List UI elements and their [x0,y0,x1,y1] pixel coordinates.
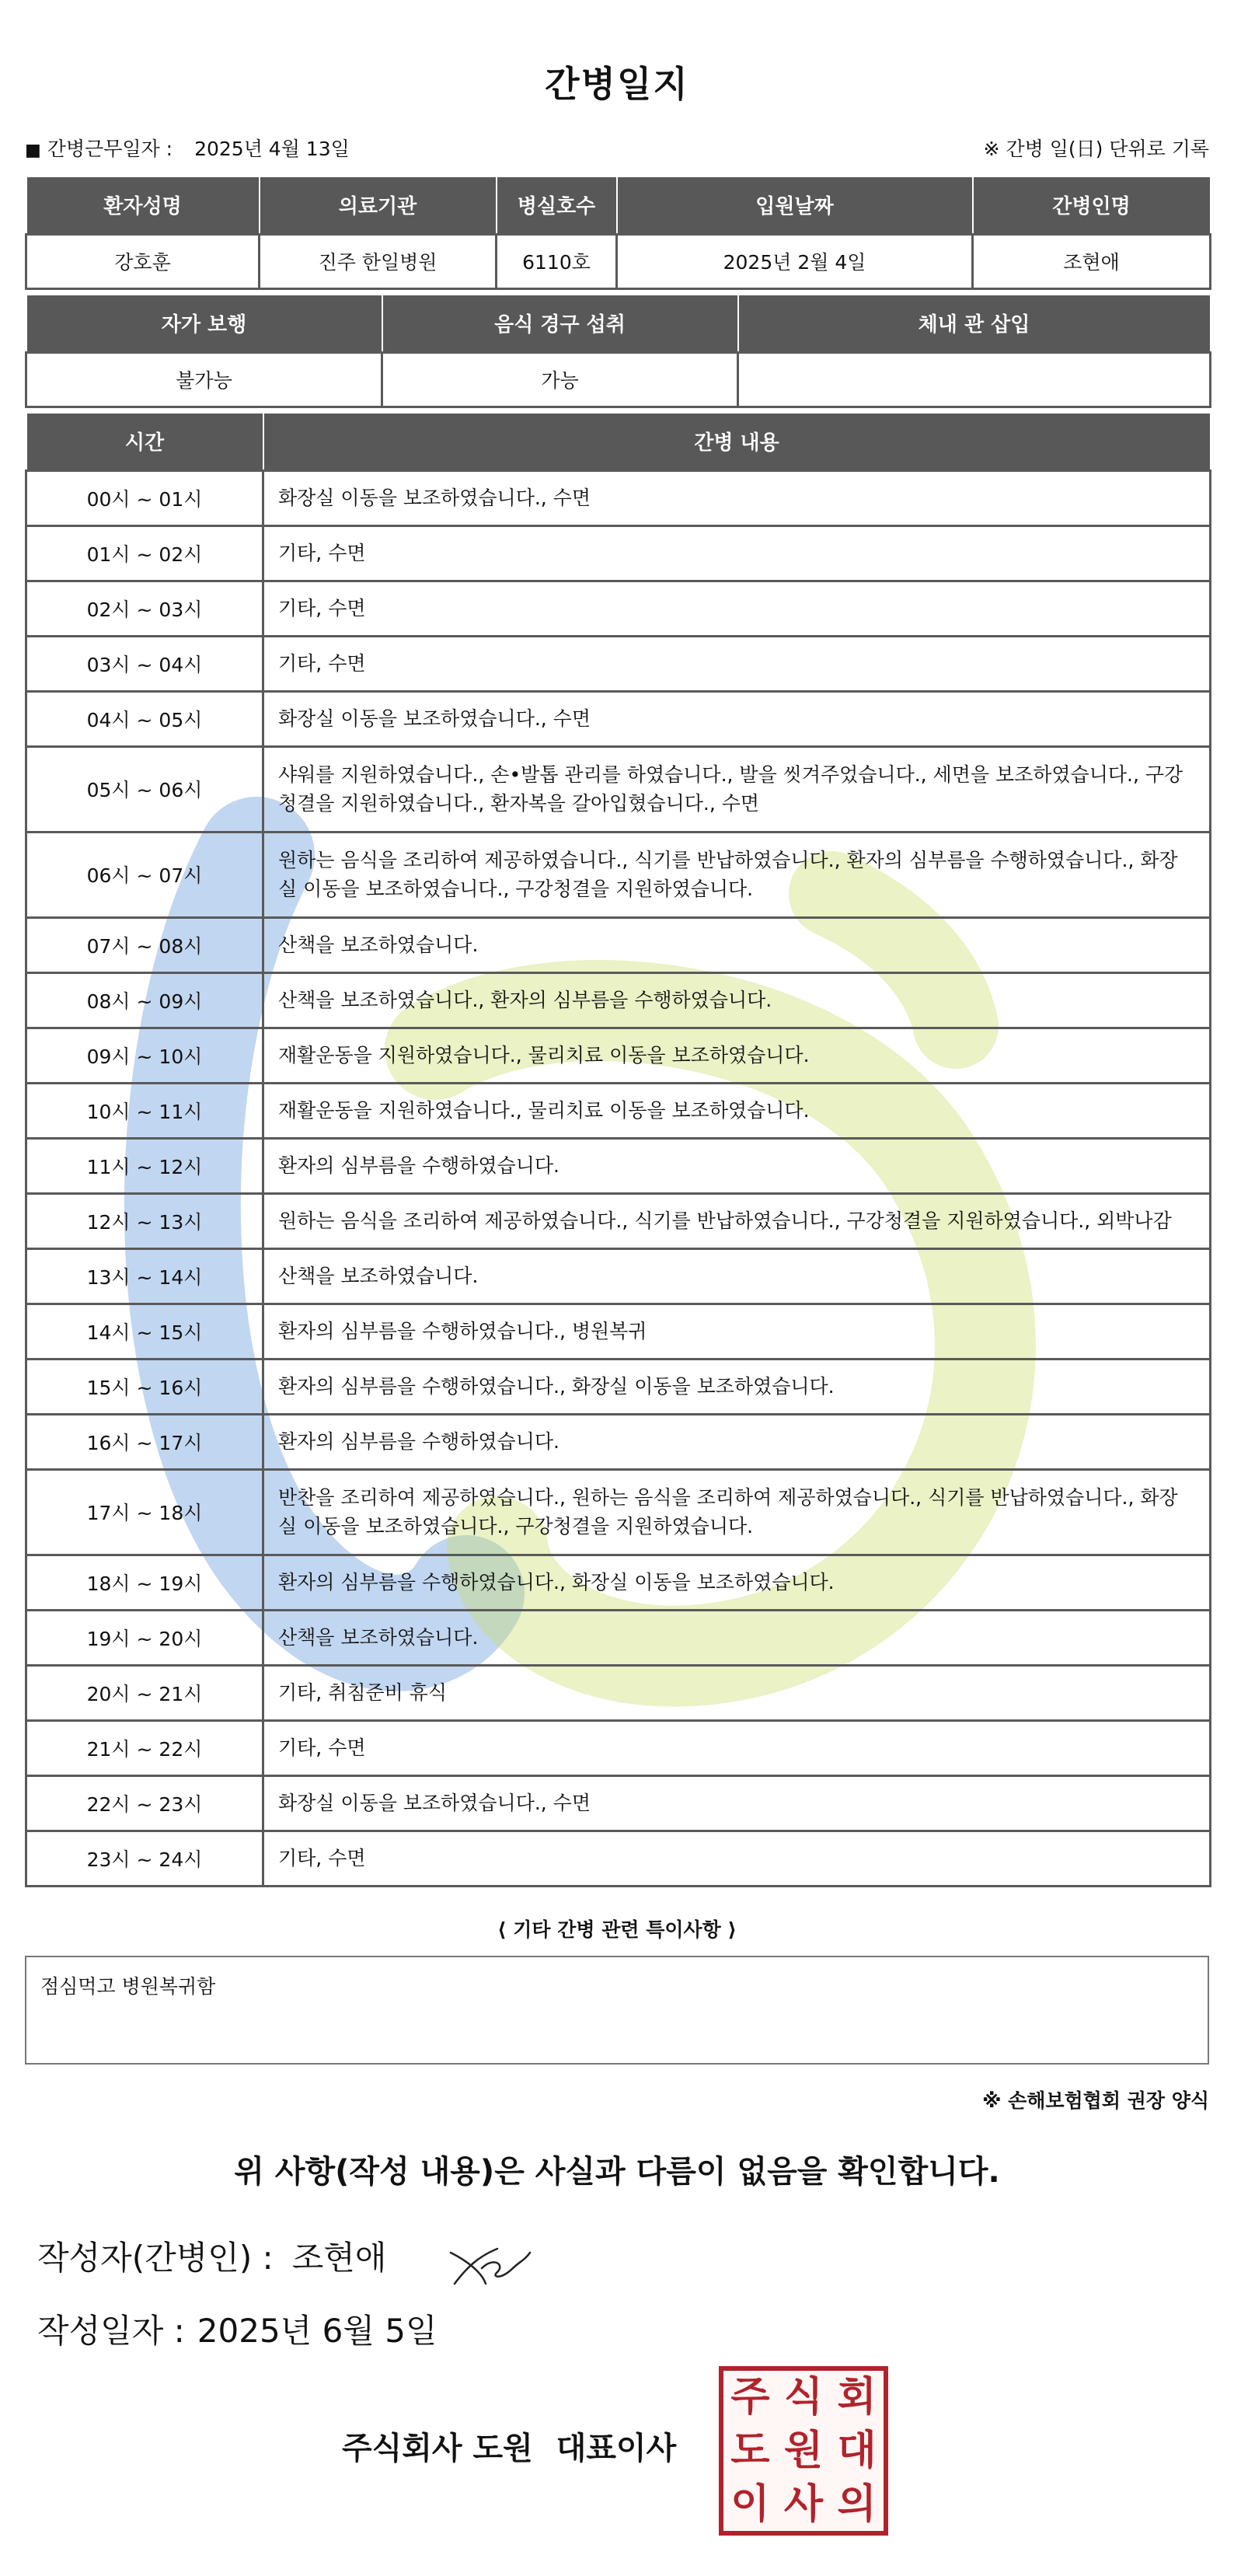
table-row [26,1138,1211,1193]
care-content: 기타, 수면 [263,1831,1211,1886]
table-row [26,1359,1211,1414]
table-row [26,917,1211,972]
oral-intake-status: 가능 [382,352,738,407]
care-content: 반찬을 조리하여 제공하였습니다., 원하는 음식을 조리하여 제공하였습니다., 식기를 반납하였습니다., 화장실 이동을 보조하였습니다., 구강청결을 지원하였습니다. [263,1469,1211,1555]
time-slot: 15시 ~ 16시 [26,1359,263,1414]
time-slot: 11시 ~ 12시 [26,1138,263,1193]
seal-char: 회 [837,2374,877,2421]
time-slot: 07시 ~ 08시 [26,917,263,972]
seal-char: 도 [730,2427,770,2474]
time-slot: 18시 ~ 19시 [26,1555,263,1610]
time-slot: 20시 ~ 21시 [26,1665,263,1720]
time-slot: 19시 ~ 20시 [26,1610,263,1665]
table-row [26,581,1211,636]
care-content: 화장실 이동을 보조하였습니다., 수면 [263,470,1211,525]
table-row [26,1304,1211,1359]
care-date [25,134,350,162]
table-row [26,1028,1211,1083]
care-content: 원하는 음식을 조리하여 제공하였습니다., 식기를 반납하였습니다., 구강청결을 지원하였습니다., 외박나감 [263,1193,1211,1248]
table-row [26,746,1211,832]
time-slot: 01시 ~ 02시 [26,525,263,581]
document-title: 간병일지 [545,63,689,105]
seal-char: 주 [730,2374,770,2421]
header-tube-insertion: 체내 관 삽입 [738,295,1211,352]
care-content: 환자의 심부름을 수행하였습니다. [263,1414,1211,1469]
header-hospital: 의료기관 [260,176,497,234]
seal-char: 대 [837,2427,877,2474]
company-seal-stamp [719,2366,888,2536]
table-row [26,1831,1211,1886]
header-patient-name: 환자성명 [26,176,260,234]
care-content: 화장실 이동을 보조하였습니다., 수면 [263,1775,1211,1831]
writer-label: 작성자(간병인) : [37,2239,274,2277]
time-slot: 22시 ~ 23시 [26,1775,263,1831]
care-content: 환자의 심부름을 수행하였습니다., 병원복귀 [263,1304,1211,1359]
patient-status-table [25,294,1211,408]
time-slot: 21시 ~ 22시 [26,1720,263,1775]
care-content: 기타, 수면 [263,525,1211,581]
time-slot: 13시 ~ 14시 [26,1248,263,1304]
room-number: 6110호 [497,234,617,288]
care-content: 환자의 심부름을 수행하였습니다., 화장실 이동을 보조하였습니다. [263,1359,1211,1414]
company-line [342,2424,676,2468]
care-date-value: 2025년 4월 13일 [194,138,350,160]
confirmation-statement: 위 사항(작성 내용)은 사실과 다름이 없음을 확인합니다. [234,2154,1000,2190]
table-row [26,1775,1211,1831]
care-content: 기타, 수면 [263,636,1211,691]
table-row [26,1555,1211,1610]
table-row [26,1414,1211,1469]
header-care-content: 간병 내용 [263,413,1211,470]
time-slot: 08시 ~ 09시 [26,972,263,1028]
table-row [26,636,1211,691]
seal-char: 이 [730,2480,770,2528]
time-slot: 16시 ~ 17시 [26,1414,263,1469]
seal-char: 사 [783,2480,824,2528]
meta-row [25,134,1209,165]
care-log-table [25,412,1211,1887]
care-content: 산책을 보조하였습니다., 환자의 심부름을 수행하였습니다. [263,972,1211,1028]
care-content: 산책을 보조하였습니다. [263,917,1211,972]
write-date-label: 작성일자 : [37,2312,185,2350]
time-slot: 09시 ~ 10시 [26,1028,263,1083]
table-row [26,1248,1211,1304]
admission-date: 2025년 2월 4일 [617,234,973,288]
care-content: 산책을 보조하였습니다. [263,1248,1211,1304]
header-admission-date: 입원날짜 [617,176,973,234]
special-notes-box: 점심먹고 병원복귀함 [25,1956,1209,2065]
table-row [26,525,1211,581]
patient-name: 강호훈 [26,234,260,288]
care-content: 샤워를 지원하였습니다., 손•발톱 관리를 하였습니다., 발을 씻겨주었습니다., 세면을 보조하였습니다., 구강청결을 지원하였습니다., 환자복을 갈아입혔습니다., 수면 [263,746,1211,832]
signature-icon [443,2229,536,2292]
header-caregiver: 간병인명 [973,176,1211,234]
hospital-name: 진주 한일병원 [260,234,497,288]
time-slot: 03시 ~ 04시 [26,636,263,691]
tube-insertion-status [738,352,1211,407]
time-slot: 02시 ~ 03시 [26,581,263,636]
care-content: 화장실 이동을 보조하였습니다., 수면 [263,691,1211,746]
table-row [26,972,1211,1028]
table-row [26,691,1211,746]
company-ceo-title: 대표이사 [556,2431,677,2466]
care-content: 재활운동을 지원하였습니다., 물리치료 이동을 보조하였습니다. [263,1083,1211,1138]
care-date-label: 간병근무일자 : [47,138,173,160]
time-slot: 05시 ~ 06시 [26,746,263,832]
time-slot: 06시 ~ 07시 [26,832,263,917]
header-room: 병실호수 [497,176,617,234]
table-row [26,1610,1211,1665]
table-row [26,1665,1211,1720]
time-slot: 17시 ~ 18시 [26,1469,263,1555]
table-row [26,1083,1211,1138]
seal-char: 식 [783,2374,824,2421]
care-content: 기타, 취침준비 휴식 [263,1665,1211,1720]
care-content: 기타, 수면 [263,581,1211,636]
time-slot: 23시 ~ 24시 [26,1831,263,1886]
care-content: 기타, 수면 [263,1720,1211,1775]
care-content: 환자의 심부름을 수행하였습니다. [263,1138,1211,1193]
square-bullet-icon: ■ [25,141,41,160]
header-time: 시간 [26,413,263,470]
patient-info-table [25,176,1211,290]
writer-name: 조현애 [291,2239,387,2277]
care-content: 환자의 심부름을 수행하였습니다., 화장실 이동을 보조하였습니다. [263,1555,1211,1610]
seal-char: 원 [783,2427,824,2474]
company-name: 주식회사 도원 [342,2431,533,2466]
unit-note: ※ 간병 일(日) 단위로 기록 [983,138,1209,160]
time-slot: 14시 ~ 15시 [26,1304,263,1359]
time-slot: 10시 ~ 11시 [26,1083,263,1138]
caregiver-name: 조현애 [973,234,1211,288]
table-row [26,1720,1211,1775]
header-walking: 자가 보행 [26,295,382,352]
write-date-line [37,2305,437,2352]
writer-line [37,2232,386,2279]
time-slot: 12시 ~ 13시 [26,1193,263,1248]
care-content: 원하는 음식을 조리하여 제공하였습니다., 식기를 반납하였습니다., 환자의 심부름을 수행하였습니다., 화장실 이동을 보조하였습니다., 구강청결을 지원하였습니다. [263,832,1211,917]
recommend-note: ※ 손해보험협회 권장 양식 [982,2089,1209,2112]
table-row [26,832,1211,917]
write-date-value: 2025년 6월 5일 [197,2312,437,2350]
table-row [26,1193,1211,1248]
walking-status: 불가능 [26,352,382,407]
table-row [26,470,1211,525]
seal-char: 의 [837,2480,877,2528]
care-content: 재활운동을 지원하였습니다., 물리치료 이동을 보조하였습니다. [263,1028,1211,1083]
time-slot: 04시 ~ 05시 [26,691,263,746]
care-content: 산책을 보조하였습니다. [263,1610,1211,1665]
table-row [26,1469,1211,1555]
special-notes-title: ⟨ 기타 간병 관련 특이사항 ⟩ [497,1918,737,1941]
time-slot: 00시 ~ 01시 [26,470,263,525]
header-oral-intake: 음식 경구 섭취 [382,295,738,352]
